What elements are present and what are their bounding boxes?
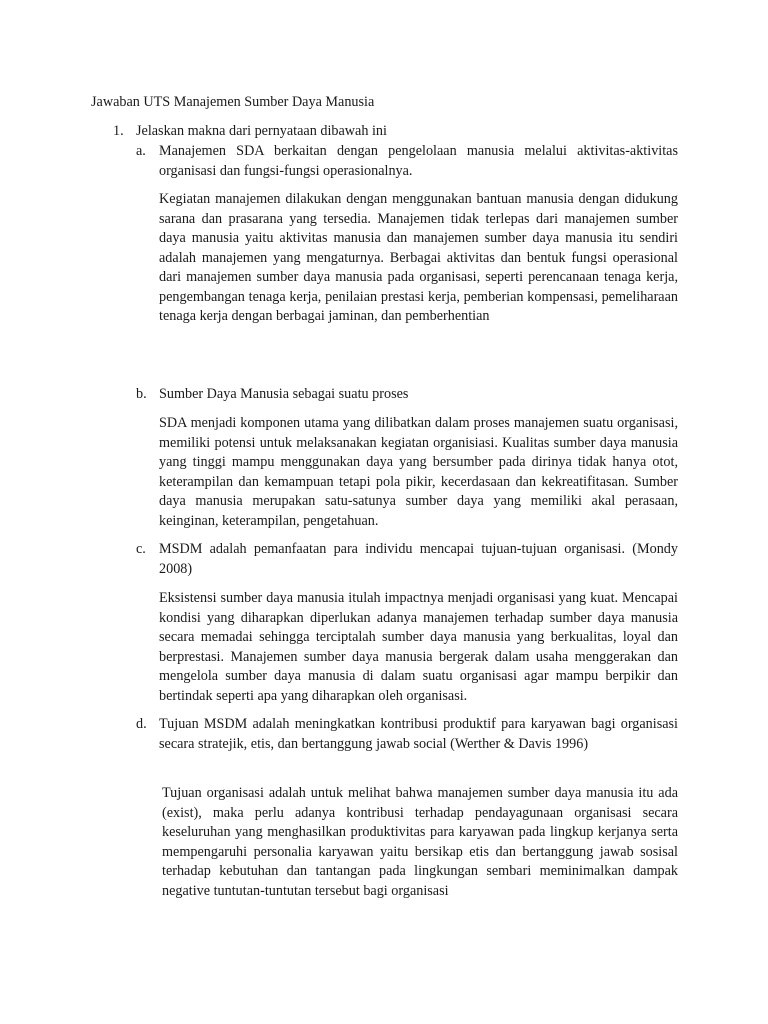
answer-paragraph-c: Eksistensi sumber daya manusia itulah impactnya menjadi organisasi yang kuat. Mencapai kondisi yang diharapkan diperlukan adanya manajemen terhadap sumber daya manusia secara memadai sehingga terciptalah sumber daya manusia yang berkualitas, loyal dan berprestasi. Manajemen sumber daya manusia bergerak dalam usaha menggerakan dan mengelola sumber daya manusia di dalam suatu organisasi agar mampu berpikir dan bertindak seperti apa yang diharapkan oleh organisasi. xyxy=(159,590,678,704)
item-label: d. xyxy=(136,716,147,732)
item-statement: MSDM adalah pemanfaatan para individu mencapai tujuan-tujuan organisasi. (Mondy 2008) xyxy=(159,541,678,577)
answer-paragraph-a: Kegiatan manajemen dilakukan dengan menggunakan bantuan manusia dengan didukung sarana dan prasarana yang tersedia. Manajemen tidak terlepas dari manajemen sumber daya manusia yaitu aktivitas manusia dan manajemen sumber daya manusia itu sendiri adalah manajemen yang mengaturnya. Berbagai aktivitas dan bentuk fungsi operasional dari manajemen sumber daya manusia pada organisasi, seperti perencanaan tenaga kerja, pengembangan tenaga kerja, penilaian prestasi kerja, pemberian kompensasi, pemeliharaan tenaga kerja dengan berbagai jaminan, dan pemberhentian xyxy=(159,191,678,324)
answer-paragraph-b: SDA menjadi komponen utama yang dilibatkan dalam proses manajemen suatu organisasi, memiliki potensi untuk melaksanakan kegiatan organisiasi. Kualitas sumber daya manusia yang tinggi mampu menggunakan daya yang bersumber pada dirinya tidak hanya otot, keterampilan dan kemampuan tetapi pola pikir, kecerdasaan dan kekreatifitasan. Sumber daya manusia merupakan satu-satunya sumber daya yang memiliki akal perasaan, keinginan, keterampilan, pengetahuan. xyxy=(159,415,678,529)
item-statement: Sumber Daya Manusia sebagai suatu proses xyxy=(159,386,409,402)
document-title: Jawaban UTS Manajemen Sumber Daya Manusia xyxy=(91,94,375,110)
item-statement: Manajemen SDA berkaitan dengan pengelolaan manusia melalui aktivitas-aktivitas organisasi dan fungsi-fungsi operasionalnya. xyxy=(159,143,678,179)
answer-paragraph-d: Tujuan organisasi adalah untuk melihat bahwa manajemen sumber daya manusia itu ada (exist), maka perlu adanya kontribusi terhadap pendayagunaan organisasi secara keseluruhan yang menghasilkan produktivitas para karyawan pada lingkup kerjanya serta mempengaruhi personalia karyawan yaitu bersikap etis dan bertanggung jawab sosisal terhadap kebutuhan dan tantangan pada lingkungan sembari meminimalkan dampak negative tuntutan-tuntutan tersebut bagi organisasi xyxy=(162,785,678,899)
list-item-c xyxy=(136,540,681,580)
item-label: b. xyxy=(136,386,147,402)
question-number: 1. xyxy=(113,123,124,139)
question-text: Jelaskan makna dari pernyataan dibawah ini xyxy=(136,123,387,139)
list-item-d xyxy=(136,715,681,775)
list-item-a xyxy=(136,142,681,182)
item-statement: Tujuan MSDM adalah meningkatkan kontribusi produktif para karyawan bagi organisasi secara stratejik, etis, dan bertanggung jawab social (Werther & Davis 1996) xyxy=(159,716,678,752)
list-item-b xyxy=(136,385,681,405)
item-label: c. xyxy=(136,541,146,557)
item-label: a. xyxy=(136,143,146,159)
